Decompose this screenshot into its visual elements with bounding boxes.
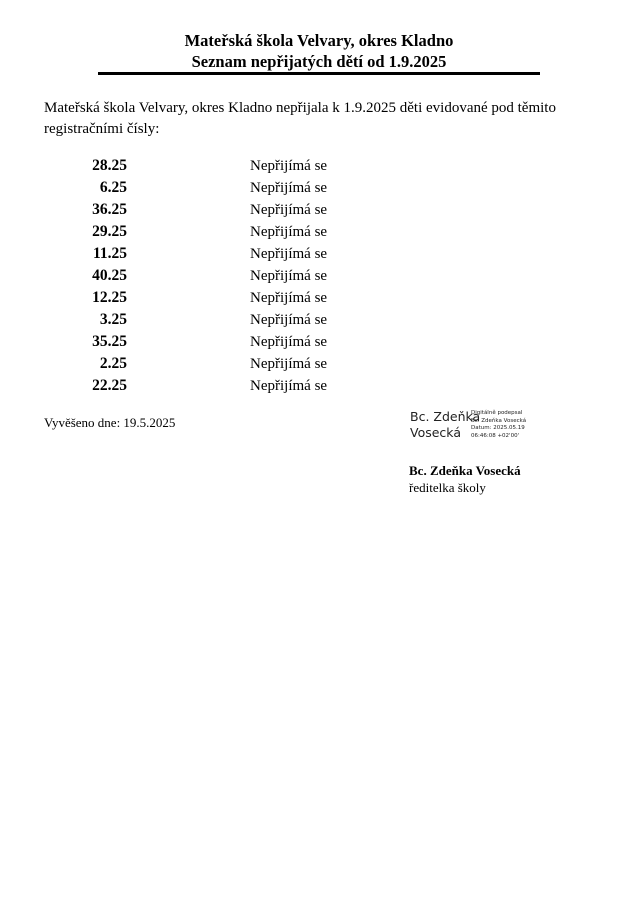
registration-number: 22.25 (92, 377, 127, 394)
signature-detail-line4: 06:46:08 +02'00' (471, 432, 520, 439)
registration-number: 29.25 (92, 223, 127, 240)
signatory-name: Bc. Zdeňka Vosecká (409, 463, 521, 478)
list-item (0, 177, 637, 199)
registration-number: 12.25 (92, 289, 127, 306)
admission-status: Nepřijímá se (250, 158, 328, 174)
document-header (98, 30, 540, 72)
list-item (0, 155, 637, 177)
signature-name-line2: Vosecká (410, 425, 461, 440)
list-item (0, 309, 637, 331)
registration-number: 11.25 (92, 245, 127, 262)
admission-status: Nepřijímá se (250, 378, 328, 394)
header-title-line1: Mateřská škola Velvary, okres Kladno (184, 31, 454, 50)
intro-paragraph: Mateřská škola Velvary, okres Kladno nepřijala k 1.9.2025 děti evidované pod těmito registračními čísly: (44, 100, 556, 137)
digital-signature (410, 409, 550, 447)
list-item (0, 353, 637, 375)
registration-number: 3.25 (99, 311, 127, 328)
list-item (0, 331, 637, 353)
header-title-line2: Seznam nepřijatých dětí od 1.9.2025 (191, 52, 447, 71)
posted-date: Vyvěšeno dne: 19.5.2025 (44, 415, 176, 430)
admission-status: Nepřijímá se (250, 356, 328, 372)
admission-status: Nepřijímá se (250, 180, 328, 196)
registration-number: 36.25 (92, 201, 127, 218)
registration-number: 40.25 (92, 267, 127, 284)
list-item (0, 265, 637, 287)
admission-status: Nepřijímá se (250, 268, 328, 284)
admission-status: Nepřijímá se (250, 246, 328, 262)
list-item (0, 199, 637, 221)
signatory-role: ředitelka školy (409, 480, 486, 495)
header-divider (98, 72, 540, 75)
signature-name-line1: Bc. Zdeňka (410, 409, 481, 424)
registration-number: 35.25 (92, 333, 127, 350)
signature-name (410, 409, 480, 441)
signature-detail-line2: Bc. Zdeňka Vosecká (471, 417, 527, 424)
signature-detail-line1: Digitálně podepsal (471, 410, 523, 416)
registration-list (0, 155, 637, 397)
admission-status: Nepřijímá se (250, 290, 328, 306)
registration-number: 6.25 (99, 179, 127, 196)
signature-details (471, 410, 526, 440)
registration-number: 2.25 (99, 355, 127, 372)
signature-detail-line3: Datum: 2025.05.19 (471, 425, 525, 431)
admission-status: Nepřijímá se (250, 224, 328, 240)
signatory-block (409, 462, 521, 496)
admission-status: Nepřijímá se (250, 312, 328, 328)
list-item (0, 221, 637, 243)
list-item (0, 375, 637, 397)
list-item (0, 287, 637, 309)
registration-number: 28.25 (92, 157, 127, 174)
admission-status: Nepřijímá se (250, 202, 328, 218)
admission-status: Nepřijímá se (250, 334, 328, 350)
list-item (0, 243, 637, 265)
